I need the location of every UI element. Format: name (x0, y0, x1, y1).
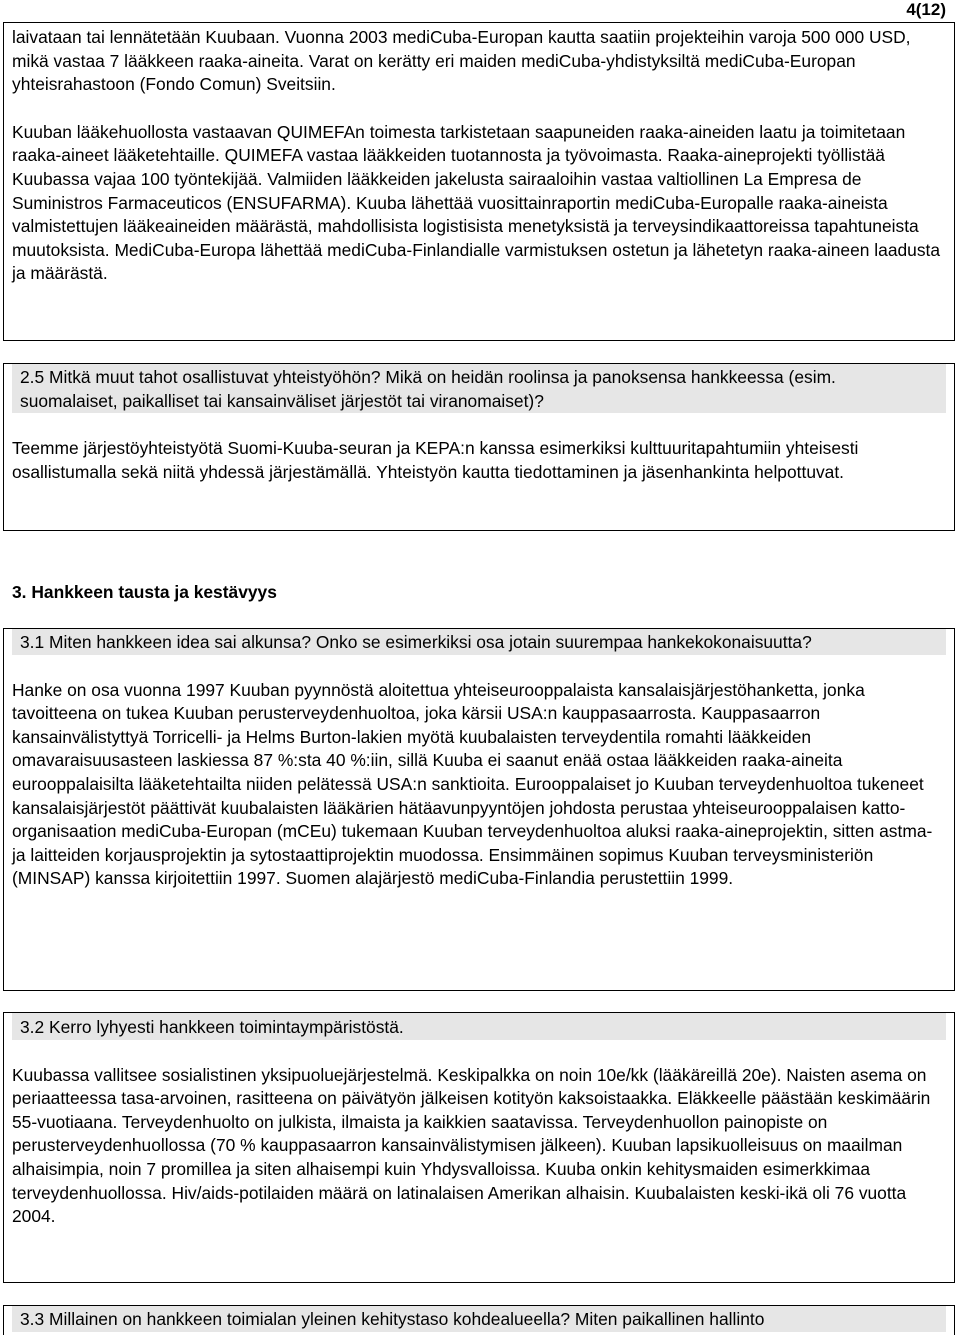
box-question-2-5 (3, 363, 955, 531)
page-number: 4(12) (906, 0, 946, 19)
answer-2-5: Teemme järjestöyhteistyötä Suomi-Kuuba-seuran ja KEPA:n kanssa esimerkiksi kulttuuritapahtumiin yhteisesti osallistumalla sekä niitä yhdessä järjestämällä. Yhteistyön kautta tiedottaminen ja jäsenhankinta helpottuvat. (12, 438, 859, 482)
question-3-2: 3.2 Kerro lyhyesti hankkeen toimintaympäristöstä. (12, 1013, 946, 1040)
paragraph-funding: laivataan tai lennätetään Kuubaan. Vuonna 2003 mediCuba-Europan kautta saatiin projekteihin varoja 500 000 USD, mikä vastaa 7 lääkkeen raaka-aineita. Varat on kerätty eri maiden mediCuba-yhdistyksiltä mediCuba-Europan yhteisrahastoon (Fondo Comun) Sveitsiin. (12, 27, 911, 95)
question-2-5: 2.5 Mitkä muut tahot osallistuvat yhteistyöhön? Mikä on heidän roolinsa ja panoksensa hankkeessa (esim. suomalaiset, paikalliset tai kansainväliset järjestöt tai viranomaiset)? (12, 364, 946, 413)
paragraph-quimefa: Kuuban lääkehuollosta vastaavan QUIMEFAn toimesta tarkistetaan saapuneiden raaka-aineiden laatu ja toimitetaan raaka-aineet lääketehtaille. QUIMEFA vastaa lääkkeiden tuotannosta ja työvoimasta. Raaka-aineprojekti työllistää Kuubassa vajaa 100 työntekijää. Valmiiden lääkkeiden jakelusta sairaaloihin vastaa valtiollinen La Empresa de Suministros Farmaceuticos (ENSUFARMA). Kuuba lähettää vuosittainraportin mediCuba-Europalle raaka-aineista valmistettujen lääkeaineiden määrästä, mahdollisista logistisista menetyksistä ja terveysindikaattoreissa tapahtuneista muutoksista. MediCuba-Europa lähettää mediCuba-Finlandialle varmistuksen ostetun ja lähetetyn raaka-aineen laadusta ja määrästä. (12, 121, 941, 284)
box-question-3-1 (3, 628, 955, 991)
box-section-2-4-continued (3, 22, 955, 341)
section-3-heading: 3. Hankkeen tausta ja kestävyys (12, 582, 277, 602)
question-3-3: 3.3 Millainen on hankkeen toimialan yleinen kehitystaso kohdealueella? Miten paikallinen hallinto (12, 1306, 946, 1332)
answer-3-1: Hanke on osa vuonna 1997 Kuuban pyynnöstä aloitettua yhteiseurooppalaista kansalaisjärjestöhanketta, jonka tavoitteena on tukea Kuuban perusterveydenhuoltoa, joka kärsii USA:n kauppasaarrosta. Kauppasaarron kansainvälistyttyä Torricelli- ja Helms Burton-lakien myötä kuubalaisten terveydentila romahti lääkkeiden omavaraisuusasteen laskiessa 87 %:sta 40 %:iin, sillä Kuuba ei saanut enää ostaa lääkkeiden raaka-aineita eurooppalaisilta lääketehtailta niiden pelätessä USA:n sanktioita. Eurooppalaiset jo Kuuban terveydenhuoltoa tukeneet kansalaisjärjestöt päättivät kuubalaisten lääkärien hätäavunpyyntöjen johdosta perustaa yhteiseurooppalaisen katto-organisaation mediCuba-Europan (mCEu) tukemaan Kuuban terveydenhuoltoa aluksi raaka-aineprojektin, sitten astma- ja laitteiden korjausprojektin ja sytostaattiprojektin muodossa. Ensimmäinen sopimus Kuuban terveysministeriön (MINSAP) kanssa kirjoitettiin 1997. Suomen alajärjestö mediCuba-Finlandia perustettiin 1999. (12, 679, 933, 889)
box-question-3-2 (3, 1012, 955, 1283)
answer-3-2: Kuubassa vallitsee sosialistinen yksipuoluejärjestelmä. Keskipalkka on noin 10e/kk (lääkäreillä 20e). Naisten asema on periaatteessa tasa-arvoinen, rasitteena on päivätyön jälkeisen kotityön kaksoistaakka. Eläkkeelle päästään keskimäärin 55-vuotiaana. Terveydenhuolto on julkista, ilmaista ja kaikkien saatavissa. Terveydenhuollon painopiste on perusterveydenhuollossa (70 % kauppasaarron kansainvälistymisen jälkeen). Kuuban lapsikuolleisuus on maailman alhaisimpia, noin 7 promillea ja siten alhaisempi kuin Yhdysvalloissa. Kuuba onkin kehitysmaiden esimerkkimaa terveydenhuollossa. Hiv/aids-potilaiden määrä on latinalaisen Amerikan alhaisin. Kuubalaisten keski-ikä oli 76 vuotta 2004. (12, 1064, 931, 1227)
question-3-1: 3.1 Miten hankkeen idea sai alkunsa? Onko se esimerkiksi osa jotain suurempaa hankekokonaisuutta? (12, 629, 946, 655)
